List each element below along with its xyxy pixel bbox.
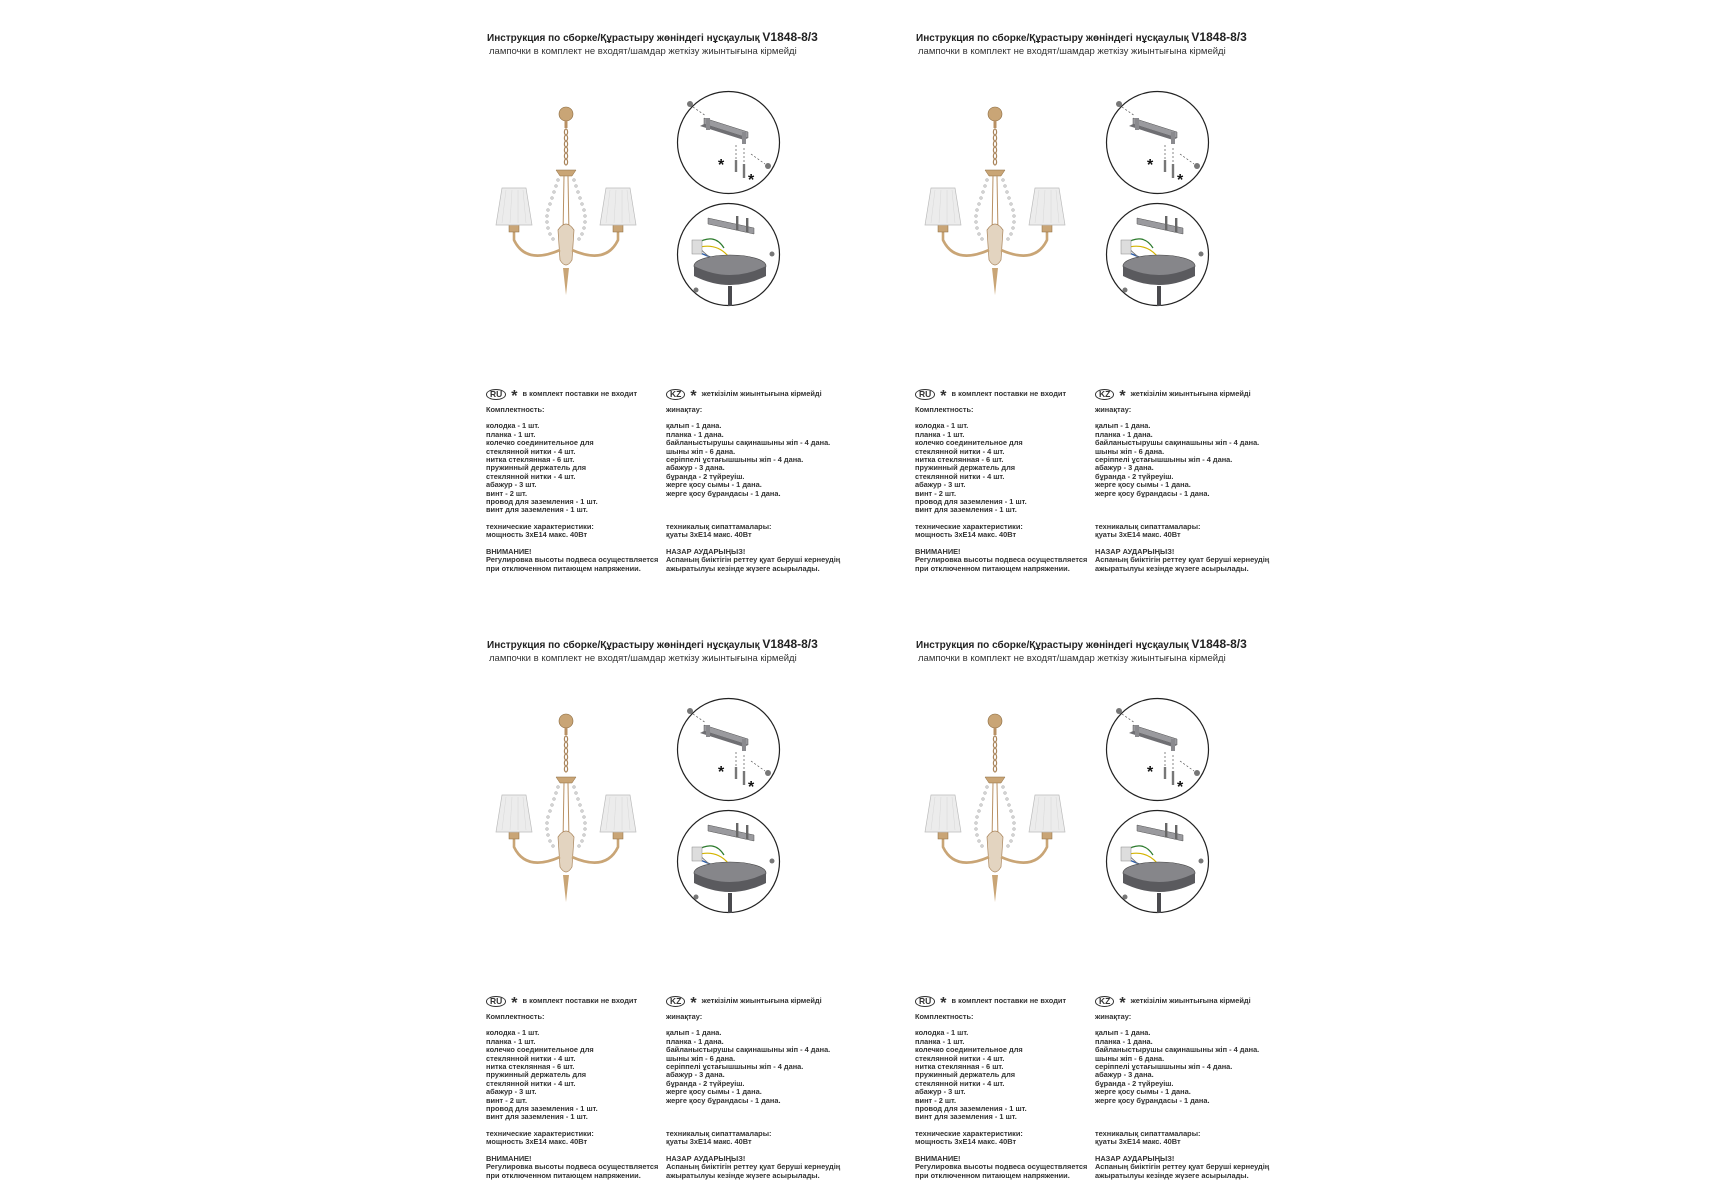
kit-item: колодка - 1 шт. (915, 421, 969, 431)
kit-item: колечко соединительное для (915, 1045, 1023, 1055)
tech-value: қуаты 3хЕ14 макс. 40Вт (666, 1137, 752, 1147)
kit-item: абажур - 3 шт. (915, 1087, 966, 1097)
not-included-note: в комплект поставки не входит (522, 388, 638, 398)
kit-item: абажур - 3 шт. (486, 1087, 537, 1097)
warning-line: ажыратылуы кезінде жүзеге асырылады. (1095, 563, 1249, 573)
warning-line: Аспаның биіктігін реттеу қуат беруші кернеудің (666, 1162, 841, 1172)
kit-item: планка - 1 шт. (915, 429, 965, 439)
not-included-star-mark: * (1177, 779, 1184, 796)
kit-item: стеклянной нитки - 4 шт. (486, 471, 576, 481)
kit-item: серіппелі ұстағышшыны жіп - 4 дана. (1095, 1062, 1233, 1072)
kit-list (915, 422, 1085, 514)
kit-item: винт - 2 шт. (486, 488, 528, 498)
kazakh-column (1095, 387, 1275, 573)
kit-item: колечко соединительное для (486, 1045, 594, 1055)
russian-column (915, 387, 1088, 573)
tech-value: мощность 3хЕ14 макс. 40Вт (915, 1137, 1017, 1147)
kit-item: винт для заземления - 1 шт. (915, 1112, 1017, 1122)
kit-item: жерге қосу сымы - 1 дана. (1095, 1087, 1191, 1097)
warning-heading: НАЗАР АУДАРЫҢЫЗ! (1095, 546, 1175, 556)
not-included-star: * (1119, 388, 1126, 405)
kit-item: шыны жіп - 6 дана. (666, 1053, 736, 1063)
tech-heading: техникалық сипаттамалары: (666, 1129, 772, 1139)
kit-item: стеклянной нитки - 4 шт. (915, 471, 1005, 481)
not-included-star: * (1119, 995, 1126, 1012)
kit-item: колодка - 1 шт. (486, 421, 540, 431)
kit-item: нитка стеклянная - 6 шт. (915, 455, 1004, 465)
tech-value: мощность 3хЕ14 макс. 40Вт (486, 1137, 588, 1147)
kit-item: планка - 1 шт. (486, 429, 536, 439)
warning-line: Аспаның биіктігін реттеу қуат беруші кернеудің (1095, 1162, 1270, 1172)
kit-item: бұранда - 2 түйреуіш. (666, 1078, 745, 1088)
kit-item: абажур - 3 дана. (666, 1070, 725, 1080)
kit-list (666, 422, 846, 498)
kit-item: винт - 2 шт. (486, 1095, 528, 1105)
kit-item: планка - 1 дана. (666, 1036, 724, 1046)
instruction-panel (915, 637, 1335, 1197)
russian-column (915, 994, 1088, 1180)
russian-column (486, 994, 659, 1180)
kz-language-badge: KZ (666, 996, 685, 1007)
chandelier-illustration (915, 100, 1075, 300)
chandelier-illustration (915, 707, 1075, 907)
not-included-note: жеткізілім жиынтығына кірмейді (701, 995, 822, 1005)
warning-line: при отключенном питающем напряжении. (915, 1170, 1070, 1180)
kit-item: винт для заземления - 1 шт. (486, 505, 588, 515)
tech-heading: технические характеристики: (486, 521, 594, 531)
kz-language-badge: KZ (1095, 389, 1114, 400)
warning-line: ажыратылуы кезінде жүзеге асырылады. (1095, 1170, 1249, 1180)
kit-heading: Комплектность: (486, 405, 545, 414)
kz-language-badge: KZ (666, 389, 685, 400)
model-number: V1848-8/3 (762, 637, 818, 651)
kit-item: провод для заземления - 1 шт. (486, 1104, 598, 1114)
wiring-diagram (1105, 809, 1210, 914)
kit-item: қалып - 1 дана. (666, 1028, 722, 1038)
wiring-diagram (676, 809, 781, 914)
kit-item: байланыстырушы сақинашыны жіп - 4 дана. (666, 1045, 831, 1055)
kit-item: абажур - 3 шт. (486, 480, 537, 490)
kit-item: колечко соединительное для (915, 438, 1023, 448)
kit-item: стеклянной нитки - 4 шт. (915, 1053, 1005, 1063)
kit-item: нитка стеклянная - 6 шт. (486, 455, 575, 465)
warning-line: ажыратылуы кезінде жүзеге асырылады. (666, 1170, 820, 1180)
instruction-panel (486, 637, 906, 1197)
kit-item: колодка - 1 шт. (486, 1028, 540, 1038)
warning-line: Регулировка высоты подвеса осуществляется (915, 1162, 1088, 1172)
mounting-plate-diagram (1105, 697, 1210, 802)
model-number: V1848-8/3 (762, 30, 818, 44)
kit-item: стеклянной нитки - 4 шт. (486, 446, 576, 456)
ru-language-badge: RU (486, 996, 506, 1007)
not-included-note: в комплект поставки не входит (522, 995, 638, 1005)
kz-language-badge: KZ (1095, 996, 1114, 1007)
kit-item: жерге қосу сымы - 1 дана. (666, 1087, 762, 1097)
warning-line: при отключенном питающем напряжении. (486, 1170, 641, 1180)
not-included-star-mark: * (718, 157, 725, 174)
kit-item: бұранда - 2 түйреуіш. (1095, 1078, 1174, 1088)
kit-item: байланыстырушы сақинашыны жіп - 4 дана. (1095, 1045, 1260, 1055)
ru-language-badge: RU (915, 389, 935, 400)
kit-item: серіппелі ұстағышшыны жіп - 4 дана. (666, 1062, 804, 1072)
warning-heading: ВНИМАНИЕ! (486, 1153, 532, 1163)
not-included-star: * (690, 995, 697, 1012)
kit-item: винт для заземления - 1 шт. (915, 505, 1017, 515)
kit-item: жерге қосу сымы - 1 дана. (1095, 480, 1191, 490)
kit-item: планка - 1 шт. (915, 1036, 965, 1046)
tech-heading: технические характеристики: (915, 1128, 1023, 1138)
not-included-star-mark: * (718, 764, 725, 781)
wiring-diagram (1105, 202, 1210, 307)
kit-item: байланыстырушы сақинашыны жіп - 4 дана. (666, 438, 831, 448)
russian-column (486, 387, 659, 573)
kit-list (1095, 422, 1275, 498)
kit-item: шыны жіп - 6 дана. (1095, 446, 1165, 456)
kit-item: серіппелі ұстағышшыны жіп - 4 дана. (1095, 455, 1233, 465)
kit-list (486, 1029, 656, 1121)
kit-item: абажур - 3 дана. (666, 463, 725, 473)
kit-item: шыны жіп - 6 дана. (666, 446, 736, 456)
kit-item: абажур - 3 дана. (1095, 1070, 1154, 1080)
ru-language-badge: RU (915, 996, 935, 1007)
kazakh-column (666, 387, 846, 573)
not-included-note: в комплект поставки не входит (951, 388, 1067, 398)
kit-item: стеклянной нитки - 4 шт. (486, 1053, 576, 1063)
warning-heading: НАЗАР АУДАРЫҢЫЗ! (666, 1153, 746, 1163)
kit-list (915, 1029, 1085, 1121)
kit-item: провод для заземления - 1 шт. (915, 1104, 1027, 1114)
warning-line: Регулировка высоты подвеса осуществляется (486, 1162, 659, 1172)
ru-language-badge: RU (486, 389, 506, 400)
warning-line: при отключенном питающем напряжении. (486, 563, 641, 573)
tech-value: қуаты 3хЕ14 макс. 40Вт (666, 530, 752, 540)
kit-heading: жинақтау: (666, 1012, 703, 1021)
tech-heading: техникалық сипаттамалары: (1095, 522, 1201, 532)
kit-heading: жинақтау: (666, 405, 703, 414)
warning-heading: НАЗАР АУДАРЫҢЫЗ! (1095, 1153, 1175, 1163)
kit-item: қалып - 1 дана. (1095, 1028, 1151, 1038)
not-included-star: * (940, 995, 947, 1012)
kit-item: планка - 1 шт. (486, 1036, 536, 1046)
kit-item: бұранда - 2 түйреуіш. (1095, 471, 1174, 481)
tech-value: қуаты 3хЕ14 макс. 40Вт (1095, 530, 1181, 540)
not-included-note: в комплект поставки не входит (951, 995, 1067, 1005)
not-included-star-mark: * (1177, 172, 1184, 189)
kit-item: пружинный держатель для (915, 463, 1016, 473)
kit-item: пружинный держатель для (915, 1070, 1016, 1080)
chandelier-illustration (486, 100, 646, 300)
kit-heading: Комплектность: (486, 1012, 545, 1021)
kit-item: планка - 1 дана. (1095, 1036, 1153, 1046)
document-subtitle: лампочки в комплект не входят/шамдар жеткізу жиынтығына кірмейді (489, 653, 797, 664)
kit-item: стеклянной нитки - 4 шт. (915, 446, 1005, 456)
kit-item: планка - 1 дана. (1095, 429, 1153, 439)
kit-item: винт для заземления - 1 шт. (486, 1112, 588, 1122)
kazakh-column (1095, 994, 1275, 1180)
warning-line: при отключенном питающем напряжении. (915, 563, 1070, 573)
warning-heading: ВНИМАНИЕ! (915, 1153, 961, 1163)
kit-item: байланыстырушы сақинашыны жіп - 4 дана. (1095, 438, 1260, 448)
document-title: Инструкция по сборке/Құрастыру жөніндегі нұсқаулық V1848-8/3 (916, 30, 1247, 44)
document-title: Инструкция по сборке/Құрастыру жөніндегі нұсқаулық V1848-8/3 (487, 637, 818, 651)
tech-heading: технические характеристики: (915, 521, 1023, 531)
kit-item: стеклянной нитки - 4 шт. (915, 1078, 1005, 1088)
kit-item: планка - 1 дана. (666, 429, 724, 439)
kit-list (486, 422, 656, 514)
tech-heading: технические характеристики: (486, 1128, 594, 1138)
kit-item: абажур - 3 дана. (1095, 463, 1154, 473)
not-included-star-mark: * (1147, 157, 1154, 174)
kit-item: жерге қосу бұрандасы - 1 дана. (1095, 488, 1210, 498)
kit-item: нитка стеклянная - 6 шт. (486, 1062, 575, 1072)
tech-value: қуаты 3хЕ14 макс. 40Вт (1095, 1137, 1181, 1147)
kit-item: жерге қосу сымы - 1 дана. (666, 480, 762, 490)
kit-item: винт - 2 шт. (915, 1095, 957, 1105)
not-included-note: жеткізілім жиынтығына кірмейді (1130, 995, 1251, 1005)
kit-item: жерге қосу бұрандасы - 1 дана. (666, 488, 781, 498)
model-number: V1848-8/3 (1191, 637, 1247, 651)
not-included-star-mark: * (1147, 764, 1154, 781)
not-included-note: жеткізілім жиынтығына кірмейді (1130, 388, 1251, 398)
kit-item: пружинный держатель для (486, 1070, 587, 1080)
kit-item: жерге қосу бұрандасы - 1 дана. (1095, 1095, 1210, 1105)
not-included-star: * (690, 388, 697, 405)
mounting-plate-diagram (676, 697, 781, 802)
warning-heading: ВНИМАНИЕ! (915, 546, 961, 556)
model-number: V1848-8/3 (1191, 30, 1247, 44)
kazakh-column (666, 994, 846, 1180)
warning-heading: ВНИМАНИЕ! (486, 546, 532, 556)
instruction-panel (486, 30, 906, 590)
not-included-star: * (511, 995, 518, 1012)
document-subtitle: лампочки в комплект не входят/шамдар жеткізу жиынтығына кірмейді (918, 653, 1226, 664)
kit-item: жерге қосу бұрандасы - 1 дана. (666, 1095, 781, 1105)
tech-value: мощность 3хЕ14 макс. 40Вт (915, 530, 1017, 540)
document-subtitle: лампочки в комплект не входят/шамдар жеткізу жиынтығына кірмейді (918, 46, 1226, 57)
not-included-star-mark: * (748, 779, 755, 796)
not-included-note: жеткізілім жиынтығына кірмейді (701, 388, 822, 398)
kit-item: колечко соединительное для (486, 438, 594, 448)
warning-heading: НАЗАР АУДАРЫҢЫЗ! (666, 546, 746, 556)
kit-item: бұранда - 2 түйреуіш. (666, 471, 745, 481)
kit-item: колодка - 1 шт. (915, 1028, 969, 1038)
kit-heading: жинақтау: (1095, 1012, 1132, 1021)
kit-item: шыны жіп - 6 дана. (1095, 1053, 1165, 1063)
kit-item: серіппелі ұстағышшыны жіп - 4 дана. (666, 455, 804, 465)
warning-line: Регулировка высоты подвеса осуществляется (486, 555, 659, 565)
kit-item: провод для заземления - 1 шт. (486, 497, 598, 507)
kit-heading: Комплектность: (915, 1012, 974, 1021)
warning-line: Аспаның биіктігін реттеу қуат беруші кернеудің (666, 555, 841, 565)
kit-item: нитка стеклянная - 6 шт. (915, 1062, 1004, 1072)
kit-item: провод для заземления - 1 шт. (915, 497, 1027, 507)
mounting-plate-diagram (1105, 90, 1210, 195)
kit-item: стеклянной нитки - 4 шт. (486, 1078, 576, 1088)
instruction-panel (915, 30, 1335, 590)
tech-value: мощность 3хЕ14 макс. 40Вт (486, 530, 588, 540)
kit-item: винт - 2 шт. (915, 488, 957, 498)
kit-item: пружинный держатель для (486, 463, 587, 473)
wiring-diagram (676, 202, 781, 307)
kit-item: қалып - 1 дана. (666, 421, 722, 431)
kit-list (666, 1029, 846, 1105)
kit-heading: жинақтау: (1095, 405, 1132, 414)
kit-heading: Комплектность: (915, 405, 974, 414)
document-subtitle: лампочки в комплект не входят/шамдар жеткізу жиынтығына кірмейді (489, 46, 797, 57)
warning-line: ажыратылуы кезінде жүзеге асырылады. (666, 563, 820, 573)
not-included-star: * (511, 388, 518, 405)
chandelier-illustration (486, 707, 646, 907)
not-included-star: * (940, 388, 947, 405)
tech-heading: техникалық сипаттамалары: (1095, 1129, 1201, 1139)
warning-line: Аспаның биіктігін реттеу қуат беруші кернеудің (1095, 555, 1270, 565)
warning-line: Регулировка высоты подвеса осуществляется (915, 555, 1088, 565)
document-title: Инструкция по сборке/Құрастыру жөніндегі нұсқаулық V1848-8/3 (487, 30, 818, 44)
kit-list (1095, 1029, 1275, 1105)
document-title: Инструкция по сборке/Құрастыру жөніндегі нұсқаулық V1848-8/3 (916, 637, 1247, 651)
tech-heading: техникалық сипаттамалары: (666, 522, 772, 532)
kit-item: қалып - 1 дана. (1095, 421, 1151, 431)
not-included-star-mark: * (748, 172, 755, 189)
kit-item: абажур - 3 шт. (915, 480, 966, 490)
mounting-plate-diagram (676, 90, 781, 195)
